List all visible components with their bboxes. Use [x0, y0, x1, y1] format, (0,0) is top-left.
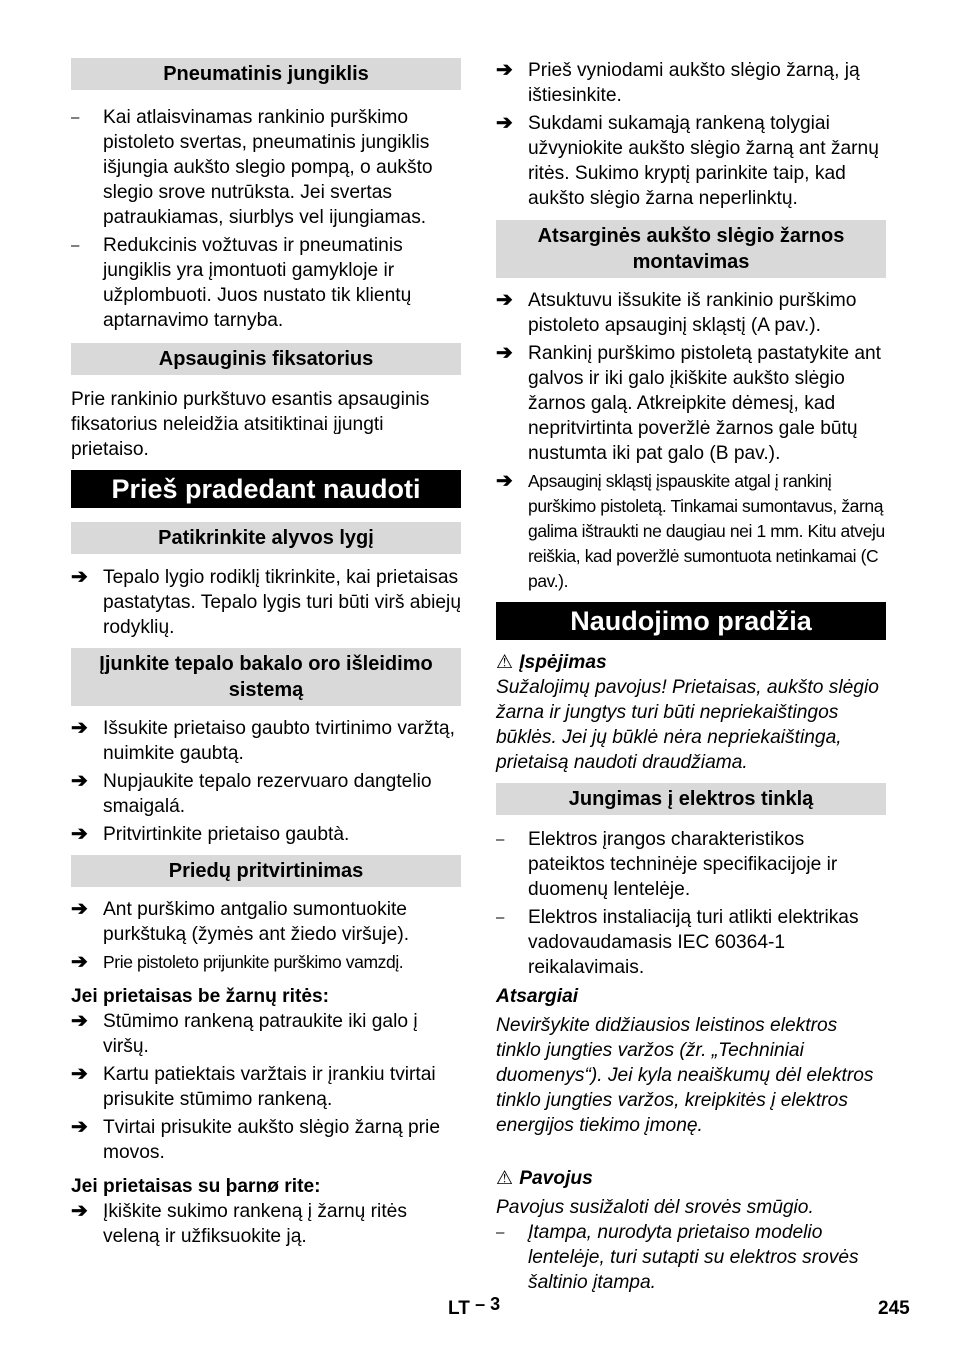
list-item — [71, 1062, 461, 1112]
list-item-text: Prieš vyniodami aukšto slėgio žarną, ją ištiesinkite. — [528, 60, 860, 106]
danger-heading — [496, 1166, 886, 1191]
list-item — [71, 950, 461, 975]
arrow-icon: ➔ — [496, 112, 513, 134]
section-heading: Jungimas į elektros tinklą — [496, 783, 886, 815]
list-item — [71, 1009, 461, 1059]
list-item-text: Apsauginį skląstį įspauskite atgal į rankinį purškimo pistoletą. Tinkamai sumontavus, žarną galima ištraukti ne daugiau nei 1 mm. Kitu atveju reiškia, kad poveržlė sumontuota netinkamai (C pav.). — [528, 471, 885, 591]
section-heading: Patikrinkite alyvos lygį — [71, 522, 461, 554]
arrow-icon: ➔ — [71, 1063, 88, 1085]
dash-marker: – — [496, 831, 505, 848]
section-page: – 3 — [475, 1294, 501, 1314]
list-item — [496, 905, 886, 980]
caution-title: Atsargiai — [496, 986, 579, 1007]
list-item-text: Nupjaukite tepalo rezervuaro dangtelio smaigalá. — [103, 771, 432, 817]
arrow-icon: ➔ — [71, 898, 88, 920]
page-number: 245 — [878, 1298, 910, 1319]
list-item-text: Tvirtai prisukite aukšto slėgio žarną prie movos. — [103, 1117, 440, 1163]
chapter-heading: Naudojimo pradžia — [496, 602, 886, 640]
section-heading: Įjunkite tepalo bakalo oro išleidimo sistemą — [71, 648, 461, 706]
list-item — [71, 1199, 461, 1249]
section-heading: Apsauginis fiksatorius — [71, 343, 461, 375]
page-footer — [0, 1296, 954, 1326]
arrow-icon: ➔ — [71, 951, 88, 973]
arrow-icon: ➔ — [496, 59, 513, 81]
left-column — [71, 58, 461, 1249]
warning-title: Įspėjimas — [519, 652, 607, 673]
list-item — [71, 769, 461, 819]
arrow-icon: ➔ — [71, 770, 88, 792]
arrow-icon: ➔ — [71, 1116, 88, 1138]
list-item-text: Atsuktuvu išsukite iš rankinio purškimo pistoleto apsauginį skląstį (A pav.). — [528, 290, 857, 336]
arrow-icon: ➔ — [496, 342, 513, 364]
chapter-heading: Prieš pradedant naudoti — [71, 470, 461, 508]
arrow-icon: ➔ — [71, 566, 88, 588]
right-column — [496, 58, 886, 1295]
arrow-icon: ➔ — [71, 1200, 88, 1222]
dash-marker: – — [496, 1224, 505, 1241]
list-item — [71, 897, 461, 947]
arrow-icon: ➔ — [496, 470, 513, 492]
section-heading: Atsarginės aukšto slėgio žarnos montavimas — [496, 220, 886, 278]
list-item-text: Tepalo lygio rodiklį tikrinkite, kai prietaisas pastatytas. Tepalo lygis turi būti virš abiejų rodyklių. — [103, 567, 461, 638]
list-item-text: Prie pistoleto prijunkite purškimo vamzdį. — [103, 952, 404, 972]
language-code: LT — [448, 1298, 470, 1319]
list-item-text: Įkiškite sukimo rankeną į žarnų ritės veleną ir užfiksuokite ją. — [103, 1201, 407, 1247]
dash-marker: – — [71, 237, 80, 254]
caution-text: Neviršykite didžiausios leistinos elektros tinklo jungties varžos (žr. „Techniniai duomenys“). Jei kyla neaiškumų dėl elektros tinklo jungties varžos, kreipkitės į elektros energijos tiekimo įmonę. — [496, 1015, 874, 1136]
list-item — [496, 827, 886, 902]
list-item — [496, 469, 886, 594]
list-item-text: Sukdami sukamąją rankeną tolygiai užvyniokite aukšto slėgio žarną ant žarnų ritės. Sukimo kryptį parinkite taip, kad aukšto slėgio žarna neperlinktų. — [528, 113, 879, 209]
list-item — [496, 58, 886, 108]
list-item-text: Redukcinis vožtuvas ir pneumatinis jungiklis yra įmontuoti gamykloje ir užplombuoti. Juos nustato tik klientų aptarnavimo tarnyba. — [103, 235, 412, 331]
list-item-text: Ant purškimo antgalio sumontuokite purkštuką (žymės ant žiedo viršuje). — [103, 899, 410, 945]
list-item — [71, 233, 461, 333]
dash-marker: – — [496, 909, 505, 926]
dash-marker: – — [71, 109, 80, 126]
list-item — [71, 716, 461, 766]
list-item — [71, 1115, 461, 1165]
list-item — [496, 341, 886, 466]
paragraph: Prie rankinio purkštuvo esantis apsauginis fiksatorius neleidžia atsitiktinai įjungti prietaiso. — [71, 389, 430, 460]
list-item — [496, 288, 886, 338]
list-item — [71, 822, 461, 847]
arrow-icon: ➔ — [71, 1010, 88, 1032]
list-item-text: Išsukite prietaiso gaubto tvirtinimo varžtą, nuimkite gaubtą. — [103, 718, 455, 764]
arrow-icon: ➔ — [496, 289, 513, 311]
list-item-text: Elektros instaliaciją turi atlikti elektrikas vadovaudamasis IEC 60364-1 reikalavimais. — [528, 907, 859, 978]
list-item — [71, 565, 461, 640]
section-heading: Priedų pritvirtinimas — [71, 855, 461, 887]
warning-icon: ⚠ — [496, 1168, 514, 1189]
list-item-text: Įtampa, nurodyta prietaiso modelio lentelėje, turi sutapti su elektros srovės šaltinio įtampa. — [528, 1222, 859, 1293]
warning-text: Sužalojimų pavojus! Prietaisas, aukšto slėgio žarna ir jungtys turi būti nepriekaištingos būklės. Jei jų būklė nėra nepriekaištinga, prietaisą naudoti draudžiama. — [496, 677, 879, 773]
list-item-text: Stūmimo rankeną patraukite iki galo į viršų. — [103, 1011, 418, 1057]
list-item — [496, 111, 886, 211]
warning-heading — [496, 650, 886, 675]
list-item-text: Kartu patiektais varžtais ir įrankiu tvirtai prisukite stūmimo rankeną. — [103, 1064, 436, 1110]
list-item — [496, 1220, 886, 1295]
list-item-text: Kai atlaisvinamas rankinio purškimo pistoleto svertas, pneumatinis jungiklis išjungia aukšto slegio pompą, o aukšto slegio srove nutrūksta. Jei svertas patraukiamas, siurblys vel ijungiamas. — [103, 107, 433, 228]
list-item-text: Pritvirtinkite prietaiso gaubtà. — [103, 824, 350, 845]
warning-icon: ⚠ — [496, 652, 514, 673]
danger-text: Pavojus susižaloti dėl srovės smūgio. — [496, 1197, 814, 1218]
list-item — [71, 105, 461, 230]
subheading: Jei prietaisas su þarnø rite: — [71, 1176, 321, 1197]
section-heading: Pneumatinis jungiklis — [71, 58, 461, 90]
danger-title: Pavojus — [519, 1168, 593, 1189]
arrow-icon: ➔ — [71, 823, 88, 845]
footer-language — [448, 1296, 500, 1321]
list-item-text: Elektros įrangos charakteristikos pateiktos techninėje specifikacijoje ir duomenų lentelėje. — [528, 829, 838, 900]
list-item-text: Rankinį purškimo pistoletą pastatykite ant galvos ir iki galo įkiškite aukšto slėgio žarnos galą. Atkreipkite dėmesį, kad nepritvirtinta poveržlė žarnos gale būtų nustumta iki pat galo (B pav.). — [528, 343, 882, 464]
arrow-icon: ➔ — [71, 717, 88, 739]
subheading: Jei prietaisas be žarnų ritės: — [71, 986, 330, 1007]
